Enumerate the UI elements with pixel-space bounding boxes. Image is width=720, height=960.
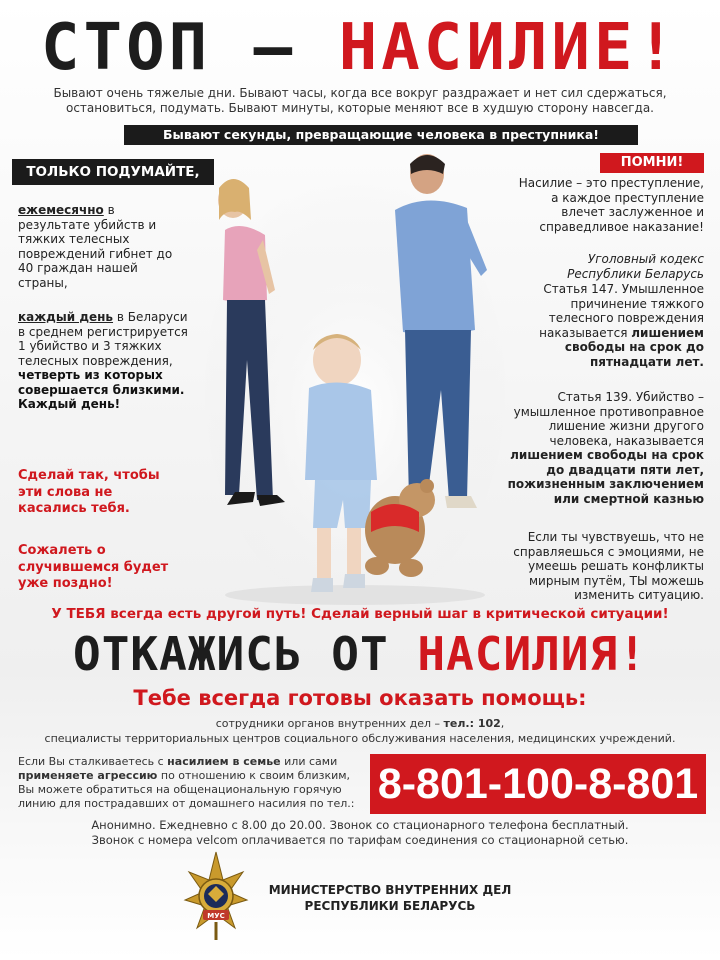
hotline-b2: применяете агрессию xyxy=(18,769,158,782)
intro-line-2: остановиться, подумать. Бывают минуты, которые меняют все в худшую сторону навсегда. xyxy=(65,101,654,115)
article-147 xyxy=(514,282,704,369)
criminal-code xyxy=(530,252,704,281)
remember-heading: ПОМНИ! xyxy=(600,153,704,173)
ministry-name xyxy=(260,882,520,914)
ministry-line-1: МИНИСТЕРСТВО ВНУТРЕННИХ ДЕЛ xyxy=(268,883,512,897)
daily-stat xyxy=(18,310,188,412)
intro-text xyxy=(40,86,680,116)
red-note-2: Сожалеть о случившемся будет уже поздно! xyxy=(18,543,169,591)
ministry-line-2: РЕСПУБЛИКИ БЕЛАРУСЬ xyxy=(304,899,476,913)
ministry-emblem-icon xyxy=(183,850,249,942)
intro-line-1: Бывают очень тяжелые дни. Бывают часы, когда все вокруг раздражает и нет сил сдержаться, xyxy=(53,86,667,100)
daily-bold: четверть из которых совершается близкими. Каждый день! xyxy=(18,368,185,411)
help-title: Тебе всегда готовы оказать помощь: xyxy=(133,686,587,710)
article-147-penalty: лишением свободы на срок до пятнадцати лет. xyxy=(564,325,704,369)
anonymous-info xyxy=(0,818,720,848)
title-part-violence: НАСИЛИЕ! xyxy=(338,11,679,85)
daily-key: каждый день xyxy=(18,310,114,324)
criminal-code-title: Уголовный кодекс Республики Беларусь xyxy=(567,252,704,281)
article-139 xyxy=(506,390,704,506)
monthly-stat xyxy=(18,203,188,290)
help-line-specialists: специалисты территориальных центров социального обслуживания населения, медицинских учреждений. xyxy=(44,732,676,745)
hotline-description xyxy=(18,755,368,811)
red-note-1: Сделай так, чтобы эти слова не касались тебя. xyxy=(18,468,160,516)
refuse-violence-title xyxy=(0,626,720,682)
refuse-part-1: ОТКАЖИСЬ ОТ xyxy=(73,627,389,681)
title-part-stop: СТОП – xyxy=(41,11,297,85)
poster-title xyxy=(0,12,720,84)
anonymous-line-1: Анонимно. Ежедневно с 8.00 до 20.00. Звонок со стационарного телефона бесплатный. xyxy=(91,818,629,832)
daily-text: в Беларуси в среднем регистрируется 1 убийство и 3 тяжких телесных повреждения, xyxy=(18,310,188,368)
help-police-text: сотрудники органов внутренних дел – xyxy=(215,717,444,730)
article-139-text: Статья 139. Убийство – умышленное противоправное лишение жизни другого человека, наказывается xyxy=(513,390,704,448)
article-139-penalty: лишением свободы на срок до двадцати пяти лет, пожизненным заключением или смертной казнью xyxy=(507,448,704,506)
help-police-post: , xyxy=(500,717,505,730)
other-way-line: У ТЕБЯ всегда есть другой путь! Сделай верный шаг в критической ситуации! xyxy=(51,606,669,622)
monthly-text: в результате убийств и тяжких телесных повреждений гибнет до 40 граждан нашей страны, xyxy=(18,203,173,290)
family-photo xyxy=(205,140,505,610)
change-situation-text: Если ты чувствуешь, что не справляешься с эмоциями, не умеешь решать конфликты мирным путём, ТЫ можешь изменить ситуацию. xyxy=(513,530,704,602)
anonymous-line-2: Звонок с номера velcom оплачивается по тарифам соединения со стационарной сетью. xyxy=(91,833,629,847)
hotline-b1: насилием в семье xyxy=(167,755,281,768)
seconds-banner: Бывают секунды, превращающие человека в преступника! xyxy=(124,125,638,145)
help-lines xyxy=(0,716,720,746)
monthly-key: ежемесячно xyxy=(18,203,104,217)
hotline-t2: или сами xyxy=(280,755,338,768)
help-line-police xyxy=(0,716,720,731)
police-phone: тел.: 102 xyxy=(443,717,501,730)
emblem-text: МУС xyxy=(207,912,225,920)
hotline-t1: Если Вы сталкиваетесь с xyxy=(18,755,168,768)
remember-text: Насилие – это преступление, а каждое преступление влечет заслуженное и справедливое наказание! xyxy=(518,176,704,234)
hotline-phone: 8-801-100-8-801 xyxy=(370,754,706,814)
article-147-text: Статья 147. Умышленное причинение тяжкого телесного повреждения наказывается xyxy=(539,282,704,340)
hotline-t3: по отношению к своим близким, Вы можете обратиться на общенациональную горячую линию для пострадавших от домашнего насилия по тел.: xyxy=(18,769,355,810)
refuse-part-2: НАСИЛИЯ! xyxy=(417,627,647,681)
think-heading: ТОЛЬКО ПОДУМАЙТЕ, xyxy=(12,159,214,185)
